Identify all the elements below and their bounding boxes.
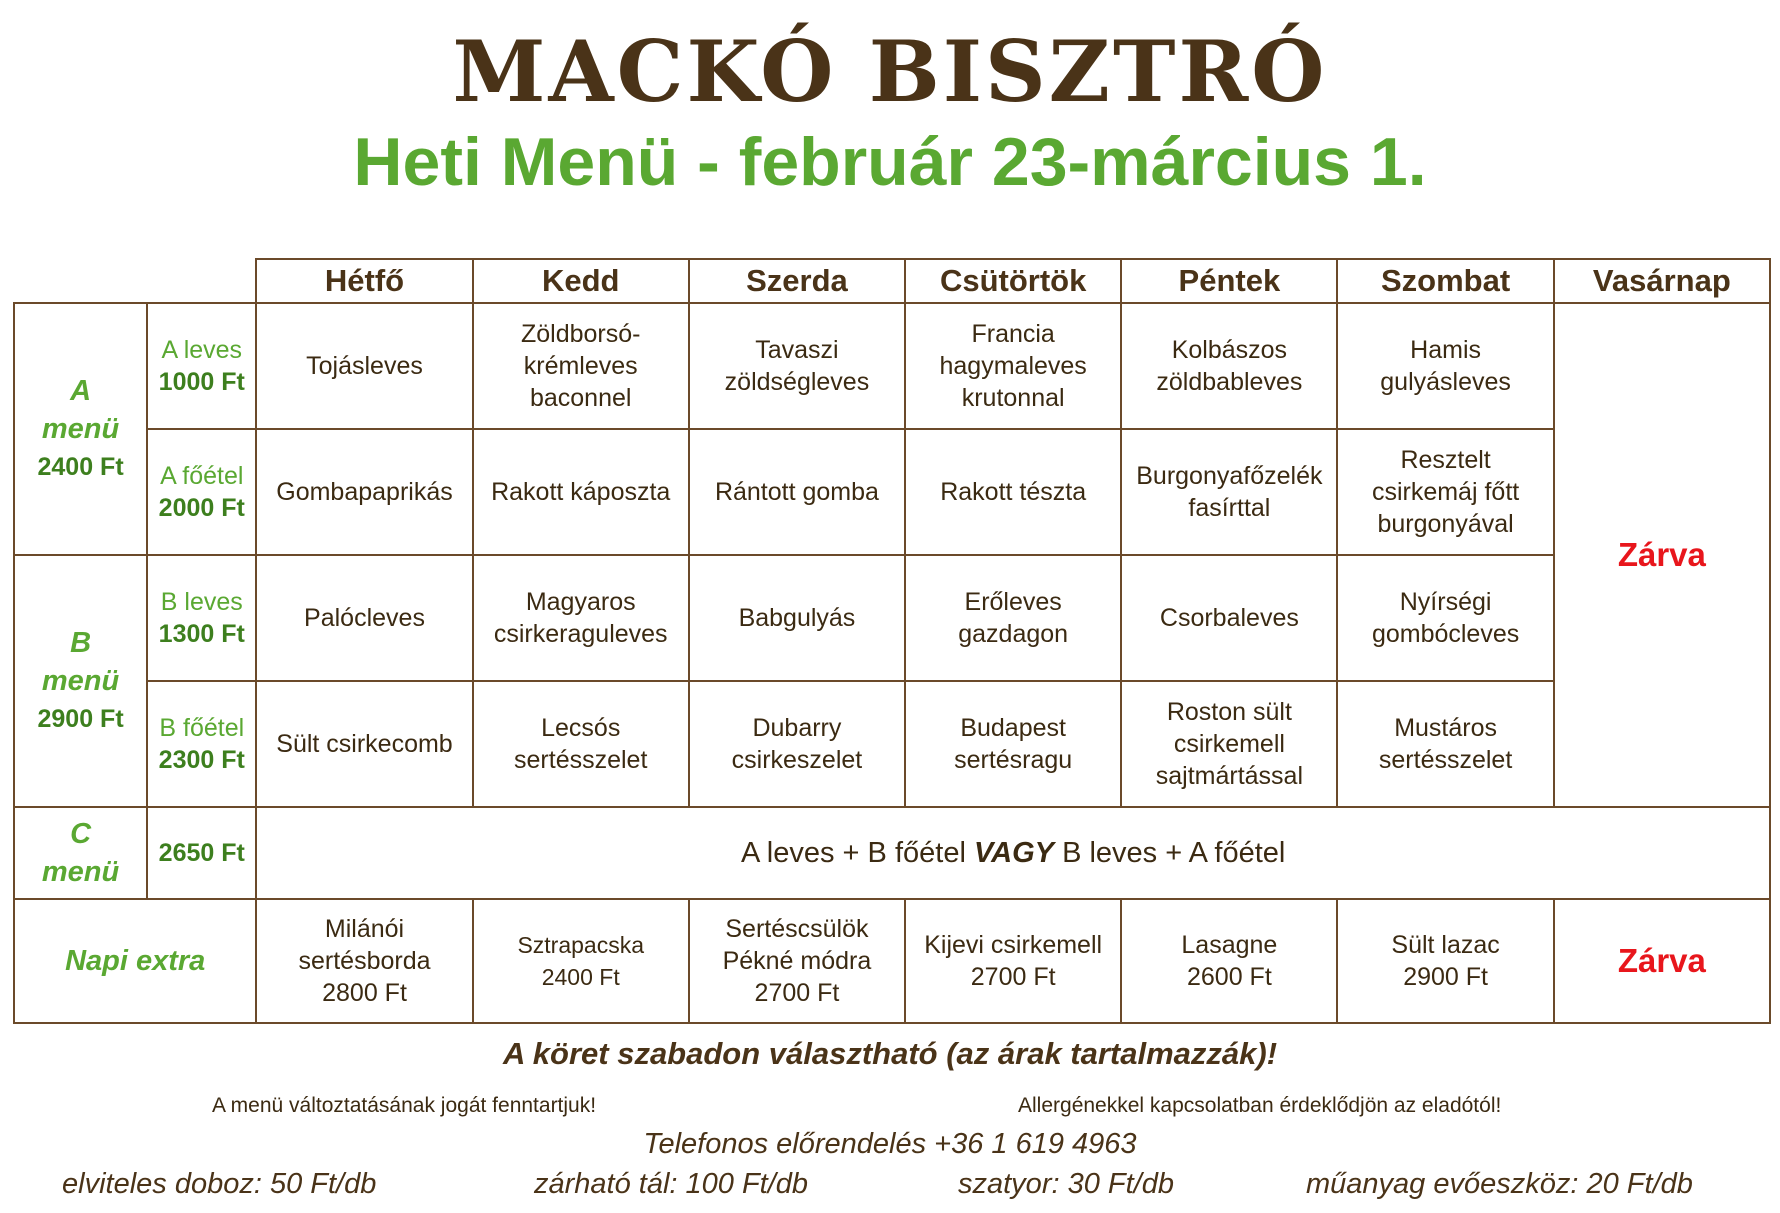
day-header: Szombat	[1337, 259, 1553, 303]
dish-cell: Rakott káposzta	[473, 429, 689, 555]
menu-b-label	[14, 555, 147, 807]
menu-a-label	[14, 303, 147, 555]
dish-cell: Magyaros csirkeraguleves	[473, 555, 689, 681]
daily-extra-row	[14, 899, 1770, 1023]
fee-cutlery: műanyag evőeszköz: 20 Ft/db	[1306, 1168, 1693, 1200]
b-soup-label: B leves	[160, 588, 243, 616]
menu-c-row	[14, 807, 1770, 899]
dish-cell: Dubarry csirkeszelet	[689, 681, 905, 807]
menu-c-letter: C	[70, 818, 92, 850]
rights-note: A menü változtatásának jogát fenntartjuk!	[212, 1094, 597, 1117]
dish-cell: Tojásleves	[256, 303, 472, 429]
dish-cell: Rántott gomba	[689, 429, 905, 555]
dish-cell: Milánói sertésborda 2800 Ft	[256, 899, 472, 1023]
dish-cell: Budapest sertésragu	[905, 681, 1121, 807]
dish-cell: Francia hagymaleves krutonnal	[905, 303, 1121, 429]
combo-option-1: A leves + B főétel	[741, 836, 966, 869]
dish-cell: Babgulyás	[689, 555, 905, 681]
dish-cell: Tavaszi zöldségleves	[689, 303, 905, 429]
dish-cell: Nyírségi gombócleves	[1337, 555, 1553, 681]
empty-corner	[14, 259, 256, 303]
day-header-row	[14, 259, 1770, 303]
menu-a-letter: A	[70, 375, 92, 407]
menu-b-word: menü	[41, 665, 120, 697]
dish-cell: Erőleves gazdagon	[905, 555, 1121, 681]
combo-option-2: B leves + A főétel	[1062, 836, 1286, 869]
dish-cell: Csorbaleves	[1121, 555, 1337, 681]
fee-bowl: zárható tál: 100 Ft/db	[534, 1168, 809, 1200]
sunday-extra-closed: Zárva	[1554, 899, 1770, 1023]
menu-b-letter: B	[70, 627, 92, 659]
fee-box: elviteles doboz: 50 Ft/db	[62, 1168, 377, 1200]
phone-preorder: Telefonos előrendelés +36 1 619 4963	[643, 1128, 1137, 1160]
menu-a-price: 2400 Ft	[37, 453, 124, 481]
dish-cell: Sztrapacska 2400 Ft	[473, 899, 689, 1023]
side-dish-note: A köret szabadon választható (az árak tartalmazzák)!	[502, 1036, 1278, 1071]
day-header: Csütörtök	[905, 259, 1121, 303]
daily-extra-label: Napi extra	[14, 899, 256, 1023]
day-header: Szerda	[689, 259, 905, 303]
dish-cell: Kijevi csirkemell 2700 Ft	[905, 899, 1121, 1023]
dish-cell: Lasagne 2600 Ft	[1121, 899, 1337, 1023]
b-main-label: B főétel	[159, 714, 245, 742]
menu-c-combo	[256, 807, 1770, 899]
dish-cell: Sertéscsülök Pékné módra 2700 Ft	[689, 899, 905, 1023]
dish-cell: Mustáros sertésszelet	[1337, 681, 1553, 807]
day-header: Vasárnap	[1554, 259, 1770, 303]
menu-b-main-row	[14, 681, 1770, 807]
dish-cell: Sült csirkecomb	[256, 681, 472, 807]
dish-cell: Roston sült csirkemell sajtmártással	[1121, 681, 1337, 807]
menu-b-soup-row	[14, 555, 1770, 681]
dish-cell: Burgonyafőzelék fasírttal	[1121, 429, 1337, 555]
a-main-label: A főétel	[160, 462, 244, 490]
fee-bag: szatyor: 30 Ft/db	[958, 1168, 1174, 1200]
day-header: Hétfő	[256, 259, 472, 303]
dish-cell: Gombapaprikás	[256, 429, 472, 555]
a-soup-course	[147, 303, 256, 429]
restaurant-name: MACKÓ BISZTRÓ	[452, 22, 1328, 121]
combo-or: VAGY	[973, 836, 1055, 869]
a-soup-label: A leves	[161, 336, 243, 364]
day-header: Kedd	[473, 259, 689, 303]
menu-c-price-cell	[147, 807, 256, 899]
menu-c-label	[14, 807, 147, 899]
menu-b-price: 2900 Ft	[37, 705, 124, 733]
dish-cell: Palócleves	[256, 555, 472, 681]
weekly-menu-title: Heti Menü - február 23-március 1.	[353, 124, 1427, 200]
menu-c-price: 2650 Ft	[158, 839, 245, 867]
b-soup-price: 1300 Ft	[158, 620, 245, 648]
dish-cell: Lecsós sertésszelet	[473, 681, 689, 807]
dish-cell: Sült lazac 2900 Ft	[1337, 899, 1553, 1023]
dish-cell: Hamis gulyásleves	[1337, 303, 1553, 429]
a-soup-price: 1000 Ft	[158, 368, 245, 396]
dish-cell: Kolbászos zöldbableves	[1121, 303, 1337, 429]
dish-cell: Resztelt csirkemáj főtt burgonyával	[1337, 429, 1553, 555]
day-header: Péntek	[1121, 259, 1337, 303]
menu-a-word: menü	[41, 413, 120, 445]
a-main-course	[147, 429, 256, 555]
weekly-menu-table	[13, 258, 1771, 1024]
menu-a-main-row	[14, 429, 1770, 555]
allergen-note: Allergénekkel kapcsolatban érdeklődjön az eladótól!	[1018, 1094, 1502, 1117]
menu-c-word: menü	[41, 856, 120, 888]
b-main-price: 2300 Ft	[158, 746, 245, 774]
dish-cell: Zöldborsó-krémleves baconnel	[473, 303, 689, 429]
a-main-price: 2000 Ft	[158, 494, 245, 522]
dish-cell: Rakott tészta	[905, 429, 1121, 555]
b-main-course	[147, 681, 256, 807]
b-soup-course	[147, 555, 256, 681]
menu-a-soup-row	[14, 303, 1770, 429]
sunday-closed: Zárva	[1554, 303, 1770, 807]
